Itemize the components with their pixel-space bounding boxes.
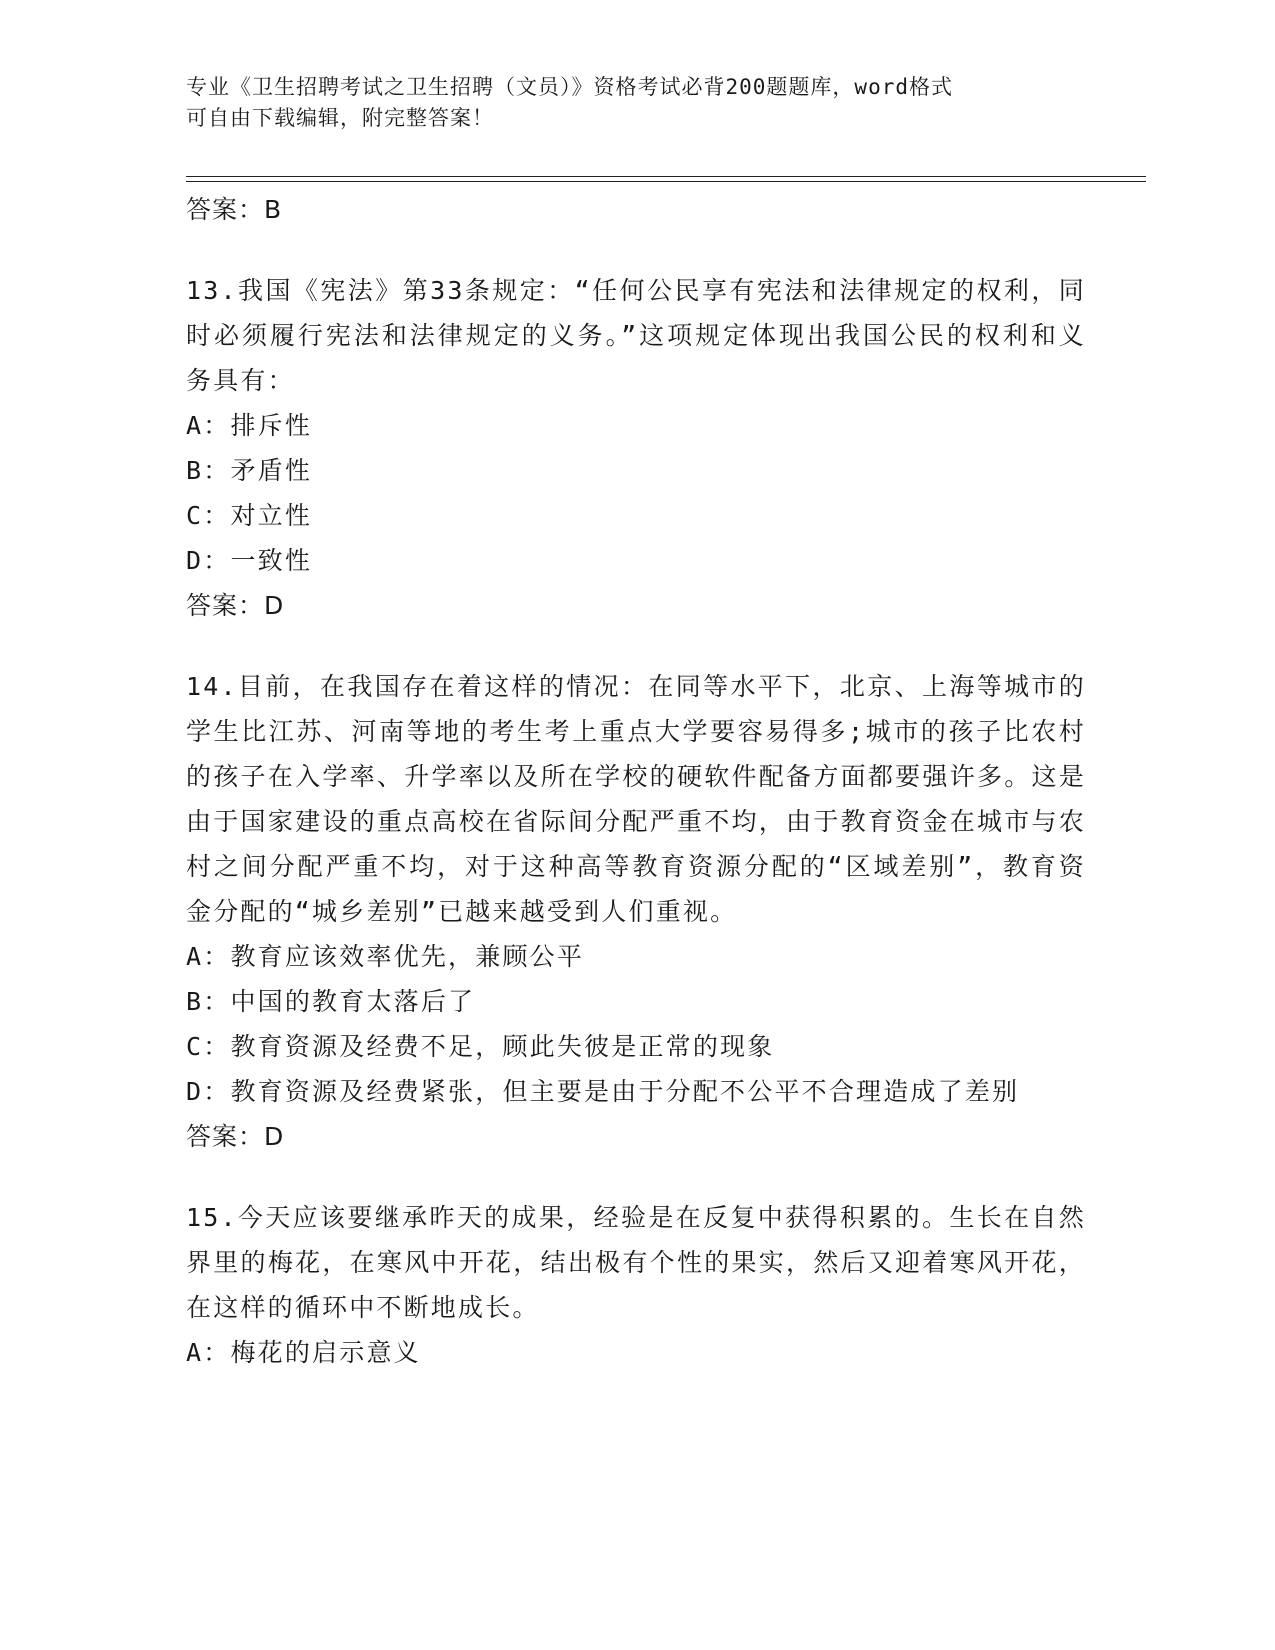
- option-a: A：教育应该效率优先，兼顾公平: [186, 942, 585, 971]
- header-title-line-1: 专业《卫生招聘考试之卫生招聘（文员）》资格考试必背200题题库，word格式: [186, 75, 953, 99]
- question-15: [186, 1195, 1086, 1375]
- question-answer: 答案：D: [186, 591, 285, 620]
- option-b: B：中国的教育太落后了: [186, 987, 476, 1016]
- question-13: [186, 268, 1086, 628]
- option-b: B：矛盾性: [186, 456, 313, 485]
- option-c: C：教育资源及经费不足，顾此失彼是正常的现象: [186, 1032, 775, 1061]
- question-list: [186, 187, 1086, 1411]
- question-answer: 答案：D: [186, 1122, 285, 1151]
- document-header: [186, 72, 1066, 134]
- previous-answer: 答案：B: [186, 195, 283, 224]
- header-divider-top: [186, 176, 1146, 177]
- option-a: A：梅花的启示意义: [186, 1338, 421, 1367]
- option-d: D：教育资源及经费紧张，但主要是由于分配不公平不合理造成了差别: [186, 1077, 1020, 1106]
- option-d: D：一致性: [186, 546, 313, 575]
- question-14: [186, 664, 1086, 1159]
- question-stem: 15.今天应该要继承昨天的成果，经验是在反复中获得积累的。生长在自然界里的梅花，在寒风中开花，结出极有个性的果实，然后又迎着寒风开花，在这样的循环中不断地成长。: [186, 1203, 1086, 1322]
- question-stem: 13.我国《宪法》第33条规定：“任何公民享有宪法和法律规定的权利，同时必须履行宪法和法律规定的义务。”这项规定体现出我国公民的权利和义务具有：: [186, 276, 1086, 395]
- option-a: A：排斥性: [186, 411, 313, 440]
- option-c: C：对立性: [186, 501, 313, 530]
- header-title-line-2: 可自由下载编辑，附完整答案！: [186, 106, 494, 130]
- question-stem: 14.目前，在我国存在着这样的情况：在同等水平下，北京、上海等城市的学生比江苏、河南等地的考生考上重点大学要容易得多;城市的孩子比农村的孩子在入学率、升学率以及所在学校的硬软件配备方面都要强许多。这是由于国家建设的重点高校在省际间分配严重不均，由于教育资金在城市与农村之间分配严重不均，对于这种高等教育资源分配的“区域差别”，教育资金分配的“城乡差别”已越来越受到人们重视。: [186, 672, 1086, 926]
- header-divider-bottom: [186, 181, 1146, 182]
